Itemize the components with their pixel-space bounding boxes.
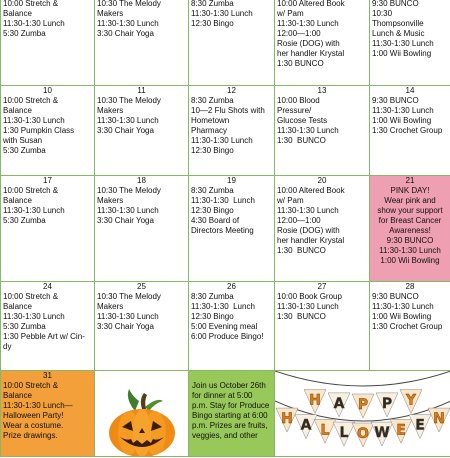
event-line: 1:30 Crochet Group bbox=[372, 322, 448, 332]
event-line: 12:00—1:00 bbox=[277, 216, 367, 226]
event-line: Hometown bbox=[191, 116, 272, 126]
note-line: p.m. Stay for Produce bbox=[191, 401, 272, 411]
day-cell bbox=[1, 0, 95, 86]
day-number: 31 bbox=[3, 371, 92, 381]
day-cell bbox=[95, 282, 189, 371]
event-line: 11:30-1:30 Lunch bbox=[97, 312, 186, 322]
event-line: 11:30-1:30 Lunch bbox=[372, 302, 448, 312]
banner-letter: P bbox=[382, 396, 392, 412]
event-line: 10:00 Blood bbox=[277, 96, 367, 106]
week-row bbox=[1, 371, 450, 457]
event-line: Balance bbox=[3, 106, 92, 116]
event-line: Directors Meeting bbox=[191, 226, 272, 236]
event-line: Pharmacy bbox=[191, 126, 272, 136]
event-line: 3:30 Chair Yoga bbox=[97, 126, 186, 136]
event-line: 10:30 The Melody bbox=[97, 0, 186, 9]
banner-letter: A bbox=[334, 396, 345, 412]
note-line: Bingo starting at 6:00 bbox=[191, 411, 272, 421]
jack-o-lantern-icon bbox=[95, 371, 189, 456]
event-line: 10:30 The Melody bbox=[97, 186, 186, 196]
event-line: 10:00 Stretch & bbox=[3, 186, 92, 196]
event-line: 11:30-1:30 Lunch bbox=[3, 206, 92, 216]
event-line: 1:00 Wii Bowling bbox=[372, 116, 448, 126]
banner-letter: Y bbox=[405, 393, 417, 409]
day-cell bbox=[189, 282, 275, 371]
event-line: 11:30-1:30 Lunch— bbox=[3, 401, 92, 411]
banner-letter: A bbox=[301, 418, 312, 434]
day-cell bbox=[95, 0, 189, 86]
event-line: 8:30 Zumba bbox=[191, 292, 272, 302]
halloween-banner-cell bbox=[275, 371, 450, 457]
event-line: with Susan bbox=[3, 136, 92, 146]
event-line: 11:30-1:30 Lunch bbox=[3, 116, 92, 126]
event-line: Pressure/ bbox=[277, 106, 367, 116]
event-line: Glucose Tests bbox=[277, 116, 367, 126]
day-number: 26 bbox=[191, 282, 272, 292]
event-line: 1:30 Pumpkin Class bbox=[3, 126, 92, 136]
event-line: Lunch & Music bbox=[372, 29, 448, 39]
day-number: 24 bbox=[3, 282, 92, 292]
event-line: 11:30-1:30 Lunch bbox=[277, 302, 367, 312]
day-cell bbox=[189, 0, 275, 86]
day-number: 19 bbox=[191, 176, 272, 186]
pink-day-cell bbox=[370, 176, 450, 282]
day-cell bbox=[95, 176, 189, 282]
banner-letter: E bbox=[396, 422, 406, 438]
day-cell bbox=[189, 86, 275, 176]
event-line: 11:30-1:30 Lunch bbox=[3, 312, 92, 322]
day-cell bbox=[275, 0, 370, 86]
day-cell bbox=[1, 86, 95, 176]
banner-pennant bbox=[428, 408, 450, 432]
happy-halloween-banner bbox=[275, 371, 450, 456]
event-line: 5:00 Evening meal bbox=[191, 322, 272, 332]
event-line: 8:30 Zumba bbox=[191, 96, 272, 106]
event-line: 3:30 Chair Yoga bbox=[97, 29, 186, 39]
event-line: 10:00 Stretch & bbox=[3, 96, 92, 106]
event-line: 11:30-1:30 Lunch bbox=[191, 302, 272, 312]
event-line: show your support bbox=[372, 206, 448, 216]
event-line: 1:00 Wii Bowling bbox=[372, 49, 448, 59]
week-row bbox=[1, 0, 450, 86]
pumpkin-illustration-cell bbox=[95, 371, 189, 457]
banner-letter: E bbox=[415, 418, 425, 434]
event-line: 1:30 Pebble Art w/ Cin- bbox=[3, 332, 92, 342]
day-cell bbox=[275, 282, 370, 371]
day-cell bbox=[1, 282, 95, 371]
banner-pennant bbox=[376, 393, 398, 417]
banner-pennant bbox=[390, 419, 412, 443]
banner-pennant bbox=[352, 394, 374, 418]
event-line: 1:00 Wii Bowling bbox=[372, 256, 448, 266]
note-line: for dinner at 5:00 bbox=[191, 391, 272, 401]
note-line: p.m. Prizes are fruits, bbox=[191, 421, 272, 431]
event-line: Wear a costume. bbox=[3, 421, 92, 431]
day-number: 25 bbox=[97, 282, 186, 292]
event-line: 8:30 Zumba bbox=[191, 0, 272, 9]
event-line: Awareness! bbox=[372, 226, 448, 236]
event-line: 10:30 The Melody bbox=[97, 96, 186, 106]
banner-pennant bbox=[400, 390, 422, 414]
event-line: 11:30-1:30 Lunch bbox=[97, 19, 186, 29]
event-line: Makers bbox=[97, 9, 186, 19]
event-line: her handler Krystal bbox=[277, 236, 367, 246]
banner-letter: H bbox=[309, 393, 321, 409]
event-line: 12:00—1:00 bbox=[277, 29, 367, 39]
event-line: 10:00 Stretch & bbox=[3, 292, 92, 302]
event-line: 11:30-1:30 Lunch bbox=[97, 206, 186, 216]
week-row bbox=[1, 176, 450, 282]
event-line: 5:30 Zumba bbox=[3, 29, 92, 39]
event-line: Rosie (DOG) with bbox=[277, 39, 367, 49]
day-cell bbox=[370, 282, 450, 371]
banner-pennant bbox=[371, 422, 393, 446]
event-line: 5:30 Zumba bbox=[3, 146, 92, 156]
event-line: 3:30 Chair Yoga bbox=[97, 216, 186, 226]
day-cell bbox=[370, 86, 450, 176]
event-line: 6:00 Produce Bingo! bbox=[191, 332, 272, 342]
note-line: veggies, and other bbox=[191, 431, 272, 441]
event-line: 3:30 Chair Yoga bbox=[97, 322, 186, 332]
week-row bbox=[1, 282, 450, 371]
event-line: 12:30 Bingo bbox=[191, 19, 272, 29]
day-number: 12 bbox=[191, 86, 272, 96]
event-line: 1:30 BUNCO bbox=[277, 136, 367, 146]
event-line: 10:00 Stretch & bbox=[3, 0, 92, 9]
day-number: 13 bbox=[277, 86, 367, 96]
event-line: Prize drawings. bbox=[3, 431, 92, 441]
event-line: 1:30 Crochet Group bbox=[372, 126, 448, 136]
banner-pennant bbox=[352, 423, 374, 447]
week-row bbox=[1, 86, 450, 176]
event-line: Balance bbox=[3, 9, 92, 19]
banner-pennant bbox=[333, 422, 355, 446]
event-line: w/ Pam bbox=[277, 196, 367, 206]
banner-pennant bbox=[314, 419, 336, 443]
day-cell bbox=[95, 86, 189, 176]
event-line: for Breast Cancer bbox=[372, 216, 448, 226]
event-line: 11:30-1:30 Lunch bbox=[97, 116, 186, 126]
event-line: 10:00 Book Group bbox=[277, 292, 367, 302]
event-line: Halloween Party! bbox=[3, 411, 92, 421]
day-number: 27 bbox=[277, 282, 367, 292]
event-line: Balance bbox=[3, 391, 92, 401]
event-line: 9:30 BUNCO bbox=[372, 236, 448, 246]
event-line: Thompsonville bbox=[372, 19, 448, 29]
event-line: Makers bbox=[97, 302, 186, 312]
event-line: 11:30-1:30 Lunch bbox=[277, 19, 367, 29]
banner-letter: O bbox=[357, 426, 369, 442]
event-line: 12:30 Bingo bbox=[191, 206, 272, 216]
banner-pennant bbox=[295, 415, 317, 439]
event-line: 10:30 bbox=[372, 9, 448, 19]
produce-bingo-note-cell bbox=[189, 371, 275, 457]
banner-pennant bbox=[304, 390, 326, 414]
banner-letter: H bbox=[281, 411, 293, 427]
event-line: 8:30 Zumba bbox=[191, 186, 272, 196]
event-line: 11:30-1:30 Lunch bbox=[372, 39, 448, 49]
event-line: 10:30 The Melody bbox=[97, 292, 186, 302]
event-line: 10:00 Altered Book bbox=[277, 186, 367, 196]
event-line: PINK DAY! bbox=[372, 186, 448, 196]
day-number: 17 bbox=[3, 176, 92, 186]
event-line: 11:30-1:30 Lunch bbox=[372, 106, 448, 116]
note-line: Join us October 26th bbox=[191, 381, 272, 391]
day-cell bbox=[370, 0, 450, 86]
banner-letter: L bbox=[340, 425, 349, 441]
event-line: 11:30-1:30 Lunch bbox=[372, 246, 448, 256]
day-number-spacer bbox=[191, 371, 272, 381]
banner-pennant bbox=[276, 408, 298, 432]
event-line: 9:30 BUNCO bbox=[372, 0, 448, 9]
event-line: 11:30-1:30 Lunch bbox=[191, 136, 272, 146]
event-line: 11:30-1:30 Lunch bbox=[3, 19, 92, 29]
event-line: Balance bbox=[3, 196, 92, 206]
day-number: 10 bbox=[3, 86, 92, 96]
event-line: 9:30 BUNCO bbox=[372, 96, 448, 106]
banner-letter: W bbox=[374, 425, 389, 441]
banner-pennant bbox=[409, 415, 431, 439]
event-line: 11:30-1:30 Lunch bbox=[191, 196, 272, 206]
halloween-day-cell bbox=[1, 371, 95, 457]
event-line: 11:30-1:30 Lunch bbox=[277, 206, 367, 216]
event-line: 12:30 Bingo bbox=[191, 312, 272, 322]
event-line: Makers bbox=[97, 106, 186, 116]
day-cell bbox=[1, 176, 95, 282]
day-cell bbox=[189, 176, 275, 282]
day-number: 11 bbox=[97, 86, 186, 96]
event-line: 12:30 Bingo bbox=[191, 146, 272, 156]
event-line: 4:30 Board of bbox=[191, 216, 272, 226]
event-line: 9:30 BUNCO bbox=[372, 292, 448, 302]
event-line: Wear pink and bbox=[372, 196, 448, 206]
event-line: 1:30 BUNCO bbox=[277, 246, 367, 256]
banner-letter: N bbox=[433, 411, 445, 427]
event-line: her handler Krystal bbox=[277, 49, 367, 59]
banner-letter: P bbox=[358, 397, 368, 413]
banner-letter: L bbox=[321, 422, 330, 438]
event-line: 11:30-1:30 Lunch bbox=[277, 126, 367, 136]
event-line: 10:00 Altered Book bbox=[277, 0, 367, 9]
event-line: w/ Pam bbox=[277, 9, 367, 19]
event-line: 10—2 Flu Shots with bbox=[191, 106, 272, 116]
event-line: 5:30 Zumba bbox=[3, 322, 92, 332]
banner-pennant bbox=[328, 393, 350, 417]
event-line: 5:30 Zumba bbox=[3, 216, 92, 226]
event-line: Rosie (DOG) with bbox=[277, 226, 367, 236]
day-number: 18 bbox=[97, 176, 186, 186]
event-line: 1:00 Wii Bowling bbox=[372, 312, 448, 322]
event-line: dy bbox=[3, 342, 92, 352]
event-line: Balance bbox=[3, 302, 92, 312]
event-line: 1:30 BUNCO bbox=[277, 59, 367, 69]
day-cell bbox=[275, 86, 370, 176]
event-line: 10:00 Stretch & bbox=[3, 381, 92, 391]
day-number: 21 bbox=[372, 176, 448, 186]
day-cell bbox=[275, 176, 370, 282]
event-line: 1:30 BUNCO bbox=[277, 312, 367, 322]
day-number: 20 bbox=[277, 176, 367, 186]
day-number: 28 bbox=[372, 282, 448, 292]
day-number: 14 bbox=[372, 86, 448, 96]
event-line: Makers bbox=[97, 196, 186, 206]
event-line: 11:30-1:30 Lunch bbox=[191, 9, 272, 19]
